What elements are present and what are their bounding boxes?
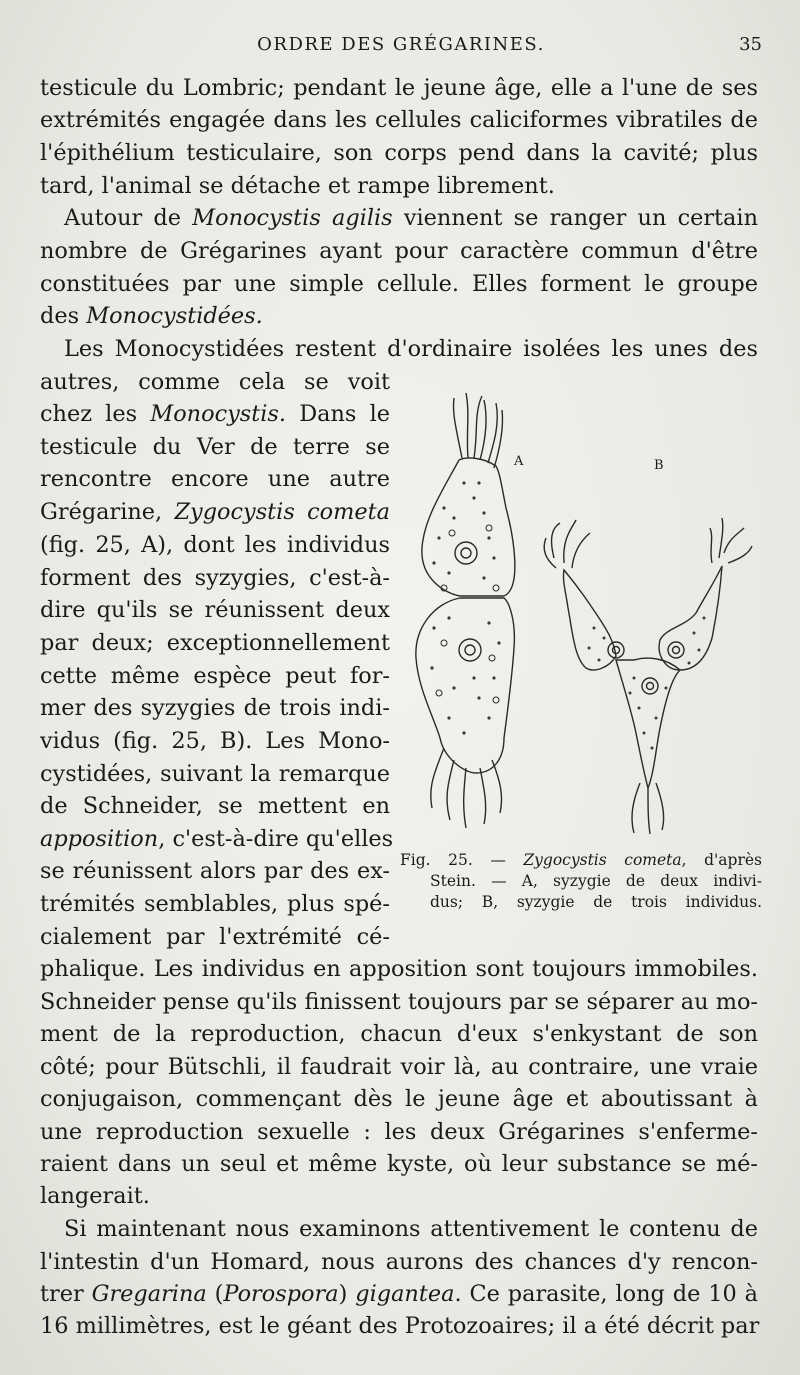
text-line: dire qu'ils se réunissent deux	[40, 597, 390, 623]
text-line: testicule du Lombric; pendant le jeune âge, elle a l'une de ses	[40, 75, 758, 101]
text-line: conjugaison, commençant dès le jeune âge et aboutissant à	[40, 1086, 758, 1112]
text-line: Schneider pense qu'ils finissent toujours par se séparer au mo-	[40, 989, 758, 1015]
text-line: l'épithélium testiculaire, son corps pend dans la cavité; plus	[40, 140, 758, 166]
text-line: une reproduction sexuelle : les deux Grégarines s'enferme-	[40, 1119, 758, 1145]
text-line: l'intestin d'un Homard, nous aurons des chances d'y rencon-	[40, 1249, 758, 1275]
text-line: autres, comme cela se voit	[40, 369, 390, 395]
text-line: Grégarine, Zygocystis cometa	[40, 499, 390, 525]
genus-name: Monocystis.	[150, 401, 287, 427]
text-line: tard, l'animal se détache et rampe librement.	[40, 173, 555, 199]
text-line: nombre de Grégarines ayant pour caractère commun d'être	[40, 238, 758, 264]
running-title: ORDRE DES GRÉGARINES.	[257, 34, 545, 55]
species-name: Monocystis agilis	[192, 205, 393, 231]
text-line: 16 millimètres, est le géant des Protozoaires; il a été décrit par	[40, 1313, 760, 1339]
figure-label-a: A	[514, 454, 524, 469]
subgenus-name: Porospora	[223, 1281, 339, 1307]
species-name: gigantea	[355, 1281, 455, 1307]
text-line: des Monocystidées.	[40, 303, 263, 329]
text-line: côté; pour Bütschli, il faudrait voir là, au contraire, une vraie	[40, 1054, 758, 1080]
text-line: ment de la reproduction, chacun d'eux s'enkystant de son	[40, 1021, 758, 1047]
text-line: cialement par l'extrémité cé-	[40, 924, 390, 950]
text-line: cystidées, suivant la remarque	[40, 761, 390, 787]
text-line: cette même espèce peut for-	[40, 663, 390, 689]
text-line: chez les Monocystis. Dans le	[40, 401, 390, 427]
text-line: extrémités engagée dans les cellules caliciformes vibratiles de	[40, 107, 758, 133]
gregarine-illustration	[404, 388, 764, 838]
figure-label-b: B	[654, 458, 664, 473]
group-name: Monocystidées.	[86, 303, 263, 329]
genus-name: Gregarina	[91, 1281, 207, 1307]
text-line: par deux; exceptionnellement	[40, 630, 390, 656]
text-line: mer des syzygies de trois indi-	[40, 695, 390, 721]
figure-25	[404, 388, 764, 838]
text-line: constituées par une simple cellule. Elles forment le groupe	[40, 271, 758, 297]
caption-line: dus; B, syzygie de trois individus.	[430, 893, 762, 911]
page-number: 35	[739, 34, 762, 55]
caption-line: Stein. — A, syzygie de deux indivi-	[430, 872, 762, 890]
figure-caption: Fig. 25. — Zygocystis cometa, d'après Stein. — A, syzygie de deux indivi- dus; B, syzygie de trois individus.	[400, 851, 762, 911]
text-line: forment des syzygies, c'est-à-	[40, 565, 390, 591]
text-line: (fig. 25, A), dont les individus	[40, 532, 390, 558]
term-italic: apposition	[40, 826, 159, 852]
text-line: se réunissent alors par des ex-	[40, 858, 390, 884]
text-line: rencontre encore une autre	[40, 466, 390, 492]
running-header	[40, 34, 762, 60]
text-line: phalique. Les individus en apposition sont toujours immobiles.	[40, 956, 758, 982]
text-line: trer Gregarina (Porospora) gigantea. Ce parasite, long de 10 à	[40, 1281, 758, 1307]
text-line: de Schneider, se mettent en	[40, 793, 390, 819]
species-name: Zygocystis cometa	[174, 499, 390, 525]
text-line: raient dans un seul et même kyste, où leur substance se mé-	[40, 1151, 758, 1177]
text-line: langerait.	[40, 1183, 150, 1209]
syzygy-b-drawing	[544, 518, 752, 834]
syzygy-a-drawing	[416, 393, 515, 828]
caption-species: Zygocystis cometa	[523, 851, 682, 869]
text-line: Les Monocystidées restent d'ordinaire isolées les unes des	[64, 336, 758, 362]
text-line: vidus (fig. 25, B). Les Mono-	[40, 728, 390, 754]
text-line: apposition, c'est-à-dire qu'elles	[40, 826, 394, 852]
text-line: Si maintenant nous examinons attentivement le contenu de	[64, 1216, 758, 1242]
text-line: testicule du Ver de terre se	[40, 434, 390, 460]
text-line: Autour de Monocystis agilis viennent se ranger un certain	[64, 205, 758, 231]
text-line: trémités semblables, plus spé-	[40, 891, 390, 917]
